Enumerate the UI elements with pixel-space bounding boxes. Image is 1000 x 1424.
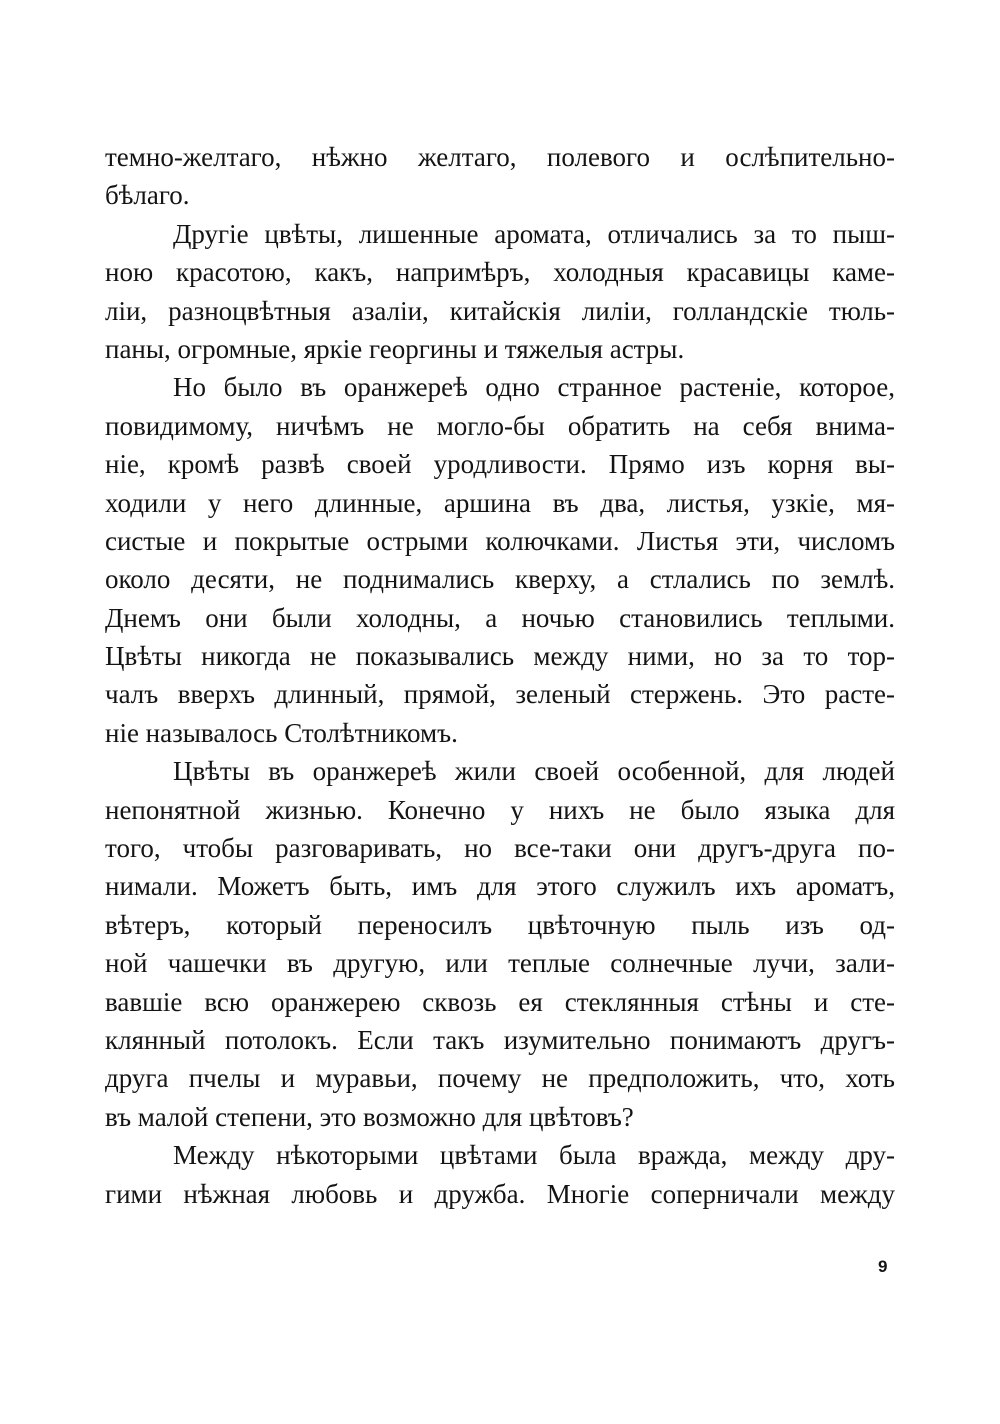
page-number: 9: [878, 1257, 888, 1276]
text-line: гими нѣжная любовь и дружба. Многіе соперничали между: [105, 1178, 895, 1209]
paragraph-start-line: Между нѣкоторыми цвѣтами была вражда, между дру-: [173, 1140, 895, 1171]
paragraph-start-line: Другіе цвѣты, лишенные аромата, отличались за то пыш-: [173, 218, 895, 249]
text-line: Днемъ они были холодны, а ночью становились теплыми.: [105, 602, 895, 633]
text-line: ліи, разноцвѣтныя азаліи, китайскія лиліи, голландскіе тюль-: [105, 295, 895, 326]
text-line: систые и покрытые острыми колючками. Листья эти, числомъ: [105, 525, 895, 556]
text-line: въ малой степени, это возможно для цвѣтовъ?: [105, 1101, 634, 1132]
paragraph-start-line: Но было въ оранжереѣ одно странное растеніе, которое,: [173, 372, 895, 403]
text-line: чалъ вверхъ длинный, прямой, зеленый стержень. Это расте-: [105, 679, 895, 710]
text-line: вавшіе всю оранжерею сквозь ея стеклянныя стѣны и сте-: [105, 986, 895, 1017]
text-line: друга пчелы и муравьи, почему не предположить, что, хоть: [105, 1063, 895, 1094]
text-line: непонятной жизнью. Конечно у нихъ не было языка для: [105, 794, 895, 825]
text-line: ною красотою, какъ, напримѣръ, холодныя красавицы каме-: [105, 257, 895, 288]
body-text: [105, 138, 895, 1213]
text-line: ходили у него длинные, аршина въ два, листья, узкіе, мя-: [105, 487, 895, 518]
text-line: клянный потолокъ. Если такъ изумительно понимаютъ другъ-: [105, 1024, 895, 1055]
text-line: паны, огромные, яркіе георгины и тяжелыя астры.: [105, 333, 685, 364]
text-line: того, чтобы разговаривать, но все-таки они другъ-друга по-: [105, 833, 895, 864]
paragraph-start-line: Цвѣты въ оранжереѣ жили своей особенной, для людей: [173, 756, 895, 787]
text-line: ніе, кромѣ развѣ своей уродливости. Прямо изъ корня вы-: [105, 449, 895, 480]
text-line: темно-желтаго, нѣжно желтаго, полевого и ослѣпительно-: [105, 142, 895, 172]
text-line: вѣтеръ, который переносилъ цвѣточную пыль изъ од-: [105, 909, 895, 940]
text-line: Цвѣты никогда не показывались между ними, но за то тор-: [105, 641, 895, 672]
text-line: бѣлаго.: [105, 180, 190, 211]
text-line: нимали. Можетъ быть, имъ для этого служилъ ихъ ароматъ,: [105, 871, 895, 902]
text-line: ніе называлось Столѣтникомъ.: [105, 717, 458, 748]
text-line: ной чашечки въ другую, или теплые солнечные лучи, зали-: [105, 948, 895, 979]
text-line: около десяти, не поднимались кверху, а стлались по землѣ.: [105, 564, 895, 595]
text-line: повидимому, ничѣмъ не могло-бы обратить на себя внима-: [105, 410, 895, 441]
